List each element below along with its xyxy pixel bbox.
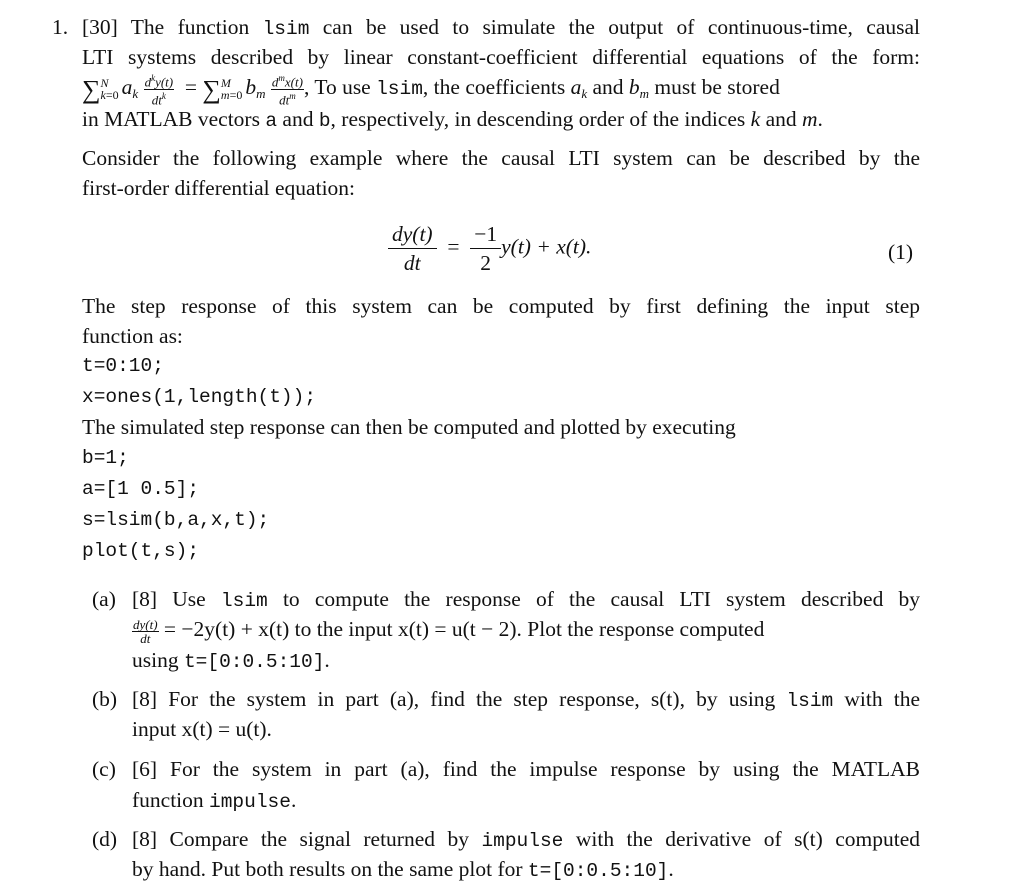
intro-text: To use: [314, 75, 371, 99]
intro-text: must be stored: [654, 75, 780, 99]
code-line-x: x=ones(1,length(t));: [82, 386, 317, 408]
code-lsim: lsim: [262, 18, 310, 40]
code-line-a: a=[1 0.5];: [82, 478, 200, 500]
intro-text: , respectively, in descending order of the indices: [330, 107, 746, 131]
step-text: The step response of this system can be computed by first defining the input step: [82, 294, 920, 318]
part-a-label: (a): [92, 587, 116, 611]
code-lsim: lsim: [220, 590, 268, 612]
step-text: function as:: [82, 324, 183, 348]
general-lti-equation: ∑ N k=0 $a_k$ $\frac{d^ky(t)}{dt^k}$ = ∑ M m=0 $b_m$ $\frac{d^mx(t)}{dt^m}$ ,: [82, 73, 315, 107]
part-text: using: [132, 648, 179, 672]
var-k: k: [750, 107, 761, 131]
part-b-label: (b): [92, 687, 118, 711]
part-c-line-1: [132, 754, 920, 784]
part-d-line-1: [132, 824, 920, 856]
var-m: m: [801, 107, 818, 131]
intro-line-1: [82, 12, 920, 44]
intro-text: , the coefficients: [422, 75, 566, 99]
step-line-3: [82, 412, 736, 442]
code-t-range: t=[0:0.5:10]: [527, 860, 669, 882]
part-c-label: (c): [92, 757, 116, 781]
part-text: .: [324, 648, 330, 672]
part-text: .: [290, 788, 297, 812]
intro-text: and: [592, 75, 624, 99]
frac-den: dt: [140, 630, 151, 646]
code-line-b: b=1;: [82, 447, 129, 469]
problem-number: 1.: [52, 15, 69, 39]
code-impulse: impulse: [481, 830, 564, 852]
part-d-line-2: [132, 854, 920, 886]
step-text: The simulated step response can then be computed and plotted by executing: [82, 415, 736, 439]
intro-text: in MATLAB vectors: [82, 107, 260, 131]
part-text: For the system in part (a), find the step response, s(t), by using: [168, 687, 776, 711]
part-text: Use: [172, 587, 206, 611]
code-lsim: lsim: [376, 78, 423, 100]
frac-num: dy(t): [133, 616, 158, 632]
part-text: by hand. Put both results on the same plot for: [132, 857, 523, 881]
part-d-label: (d): [92, 827, 118, 851]
code-line-t: t=0:10;: [82, 355, 164, 377]
part-points: [8]: [132, 687, 158, 711]
code-lsim: lsim: [786, 690, 834, 712]
intro-text: LTI systems described by linear constant-coefficient differential equations of the form:: [82, 45, 920, 69]
part-text: with the: [844, 687, 921, 711]
part-points: [8]: [132, 827, 158, 851]
intro-text: .: [817, 107, 823, 131]
eq-lhs-den: dt: [403, 251, 421, 275]
part-b-line-2: [132, 714, 920, 744]
part-text: with the derivative of s(t) computed: [575, 827, 920, 851]
code-impulse: impulse: [209, 791, 291, 813]
part-a-line-3: [132, 645, 920, 677]
intro-line-3: ∑ N k=0 $a_k$ $\frac{d^ky(t)}{dt^k}$ = ∑ M m=0 $b_m$ $\frac{d^mx(t)}{dt^m}$ , To use lsim, the coefficients $a_k$ and $b_m$ must be stored: [82, 73, 780, 107]
consider-text: Consider the following example where the causal LTI system can be described by the: [82, 146, 920, 170]
intro-text: can be used to simulate the output of continuous-time, causal: [322, 15, 920, 39]
equation-1: $\frac{dy(t)}{dt}$ = $\frac{-1}{2}$ y(t) + x(t).: [388, 220, 591, 277]
code-b: b: [318, 110, 331, 132]
eq-rhs-den: 2: [480, 251, 492, 275]
intro-line-4: [82, 104, 823, 136]
part-text: For the system in part (a), find the impulse response by using the MATLAB: [170, 757, 921, 781]
code-t-range: t=[0:0.5:10]: [183, 651, 325, 673]
code-a: a: [265, 110, 278, 132]
step-line-1: [82, 291, 920, 321]
consider-text: first-order differential equation:: [82, 176, 356, 200]
part-text: .: [668, 857, 674, 881]
part-text: = −2y(t) + x(t) to the input x(t) = u(t − 2). Plot the response computed: [163, 617, 765, 641]
part-a-line-2: [132, 614, 920, 645]
part-c-line-2: [132, 785, 920, 817]
consider-line-2: [82, 173, 355, 203]
part-points: [8]: [132, 587, 158, 611]
part-text: input x(t) = u(t).: [132, 717, 272, 741]
intro-line-2: [82, 42, 920, 72]
step-line-2: [82, 321, 183, 351]
part-text: Compare the signal returned by: [169, 827, 469, 851]
intro-text: and: [765, 107, 797, 131]
part-b-line-1: [132, 684, 920, 716]
eq-lhs-num: dy(t): [388, 220, 437, 249]
equation-label: (1): [888, 240, 914, 264]
eq-rhs-num: −1: [470, 220, 501, 249]
points: [30]: [82, 15, 118, 39]
intro-text: and: [282, 107, 314, 131]
part-text: function: [132, 788, 204, 812]
part-a-line-1: [132, 584, 920, 616]
code-line-s: s=lsim(b,a,x,t);: [82, 509, 270, 531]
part-text: to compute the response of the causal LTI system described by: [282, 587, 921, 611]
code-line-plot: plot(t,s);: [82, 540, 200, 562]
intro-text: The function: [130, 15, 250, 39]
eq-rhs-tail: y(t) + x(t).: [501, 234, 592, 259]
consider-line-1: [82, 143, 920, 173]
part-points: [6]: [132, 757, 158, 781]
